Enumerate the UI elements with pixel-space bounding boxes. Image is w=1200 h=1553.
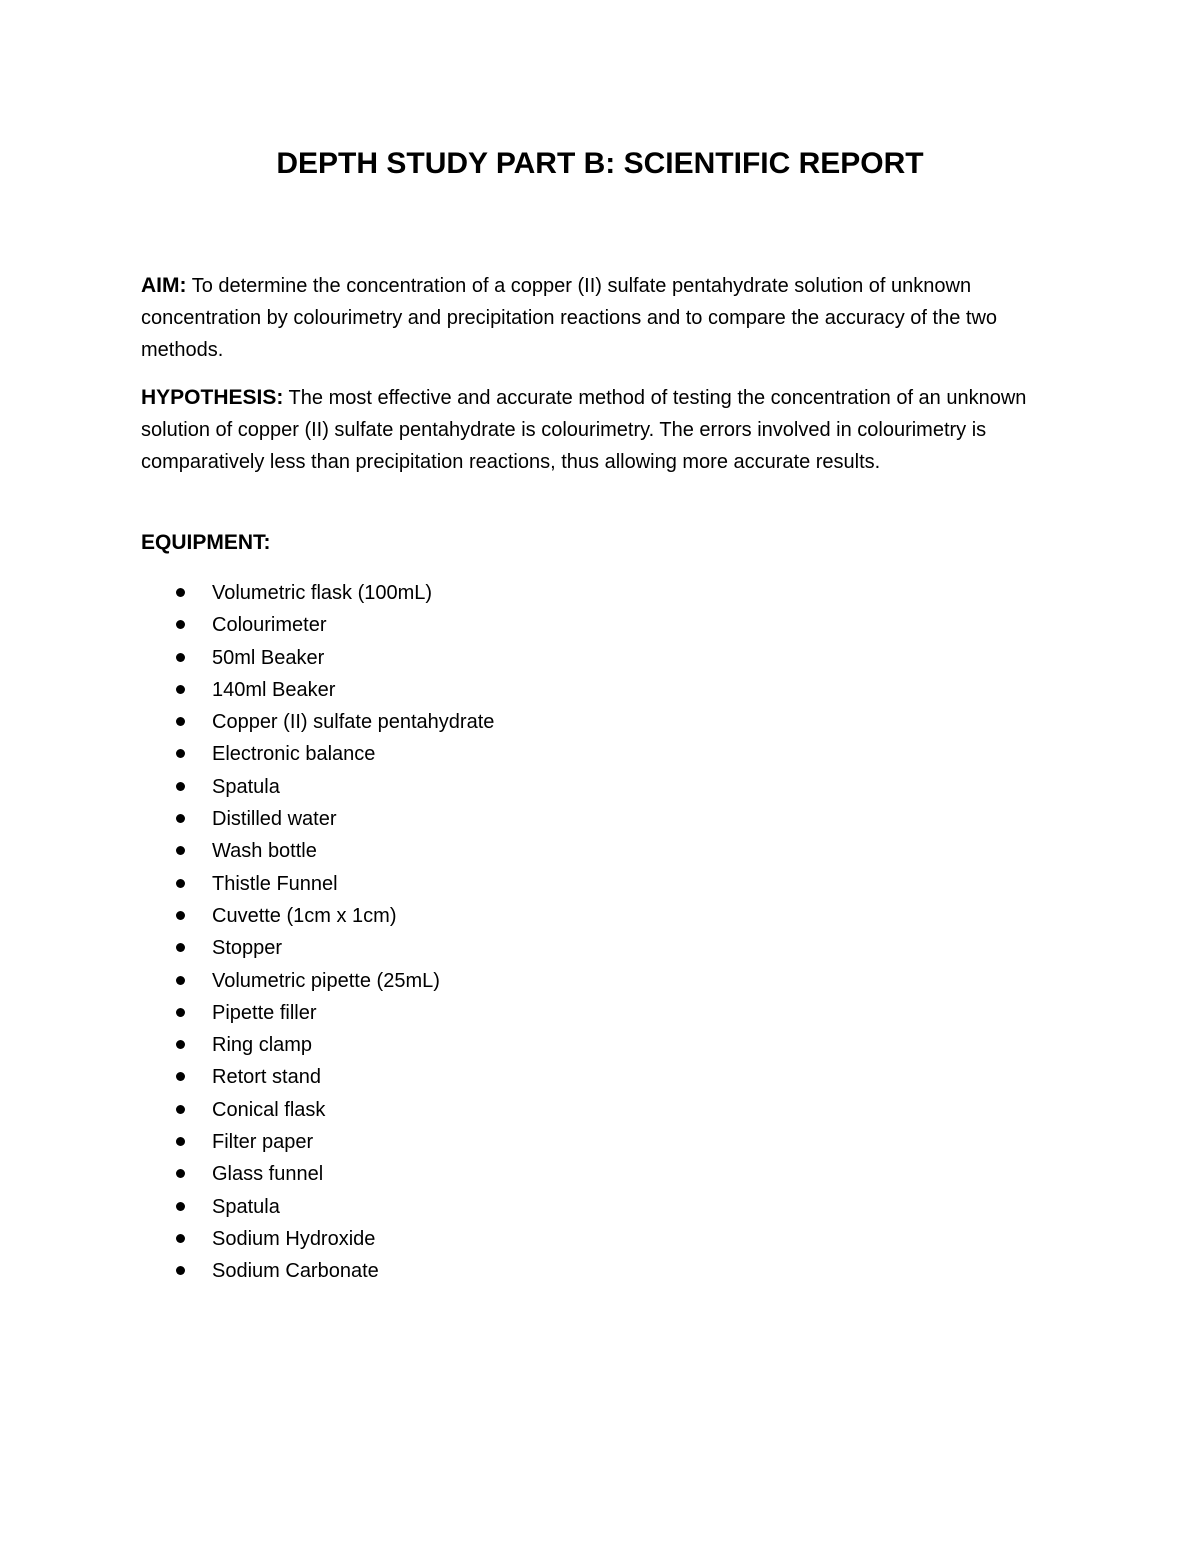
bullet-icon	[176, 685, 185, 694]
list-item	[0, 965, 800, 997]
list-item-label: Volumetric flask (100mL)	[212, 582, 433, 604]
bullet-icon	[176, 620, 185, 629]
aim-text: To determine the concentration of a copper (II) sulfate pentahydrate solution of unknown concentration by colourimetry and precipitation reactions and to compare the accuracy of the two methods.	[141, 275, 998, 361]
aim-label: AIM:	[141, 274, 187, 297]
list-item	[0, 1061, 800, 1093]
bullet-icon	[176, 1234, 185, 1243]
list-item-label: Distilled water	[212, 808, 337, 831]
list-item-label: 50ml Beaker	[212, 646, 325, 669]
bullet-icon	[176, 653, 185, 662]
aim-paragraph	[141, 270, 1041, 366]
list-item	[0, 609, 800, 641]
bullet-icon	[176, 717, 185, 726]
list-item-label: Copper (II) sulfate pentahydrate	[212, 711, 495, 734]
bullet-icon	[176, 1137, 185, 1146]
bullet-icon	[176, 1202, 185, 1211]
bullet-icon	[176, 911, 185, 920]
list-item-label: Stopper	[212, 937, 283, 960]
bullet-icon	[176, 814, 185, 823]
list-item	[0, 1158, 800, 1190]
list-item	[0, 868, 800, 900]
bullet-icon	[176, 588, 185, 597]
list-item-label: Ring clamp	[212, 1034, 313, 1057]
bullet-icon	[176, 782, 185, 791]
list-item	[0, 642, 800, 674]
list-item	[0, 1094, 800, 1126]
equipment-list	[0, 577, 800, 1288]
bullet-icon	[176, 879, 185, 888]
equipment-heading: EQUIPMENT:	[141, 531, 271, 554]
list-item-label: Filter paper	[212, 1131, 314, 1154]
list-item-label: Retort stand	[212, 1066, 321, 1089]
document-title: DEPTH STUDY PART B: SCIENTIFIC REPORT	[276, 147, 924, 180]
list-item	[0, 771, 800, 803]
list-item-label: Sodium Hydroxide	[212, 1227, 376, 1250]
list-item	[0, 706, 800, 738]
list-item	[0, 577, 800, 609]
list-item-label: 140ml Beaker	[212, 678, 336, 701]
hypothesis-paragraph	[141, 382, 1041, 478]
list-item-label: Electronic balance	[212, 743, 376, 766]
hypothesis-label: HYPOTHESIS:	[141, 386, 284, 409]
list-item	[0, 674, 800, 706]
list-item	[0, 900, 800, 932]
list-item	[0, 1191, 800, 1223]
list-item	[0, 1255, 800, 1287]
bullet-icon	[176, 1072, 185, 1081]
bullet-icon	[176, 749, 185, 758]
hypothesis-text: The most effective and accurate method of testing the concentration of an unknown solution of copper (II) sulfate pentahydrate is colourimetry. The errors involved in colourimetry is comparatively less than precipitation reactions, thus allowing more accurate results.	[141, 387, 1027, 473]
list-item-label: Wash bottle	[212, 840, 317, 863]
list-item	[0, 1223, 800, 1255]
bullet-icon	[176, 1008, 185, 1017]
bullet-icon	[176, 1040, 185, 1049]
list-item-label: Colourimeter	[212, 614, 327, 637]
bullet-icon	[176, 943, 185, 952]
list-item	[0, 835, 800, 867]
list-item-label: Sodium Carbonate	[212, 1260, 379, 1283]
bullet-icon	[176, 1105, 185, 1114]
list-item	[0, 803, 800, 835]
list-item-label: Cuvette (1cm x 1cm)	[212, 904, 397, 927]
list-item-label: Glass funnel	[212, 1163, 324, 1186]
list-item	[0, 1029, 800, 1061]
list-item-label: Thistle Funnel	[212, 872, 338, 895]
list-item	[0, 1126, 800, 1158]
bullet-icon	[176, 846, 185, 855]
list-item-label: Spatula	[212, 1195, 280, 1218]
list-item-label: Conical flask	[212, 1098, 326, 1121]
bullet-icon	[176, 1169, 185, 1178]
bullet-icon	[176, 976, 185, 985]
list-item-label: Spatula	[212, 775, 280, 798]
list-item	[0, 932, 800, 964]
bullet-icon	[176, 1266, 185, 1275]
list-item	[0, 997, 800, 1029]
list-item-label: Pipette filler	[212, 1001, 317, 1024]
list-item-label: Volumetric pipette (25mL)	[212, 969, 440, 992]
list-item	[0, 738, 800, 770]
